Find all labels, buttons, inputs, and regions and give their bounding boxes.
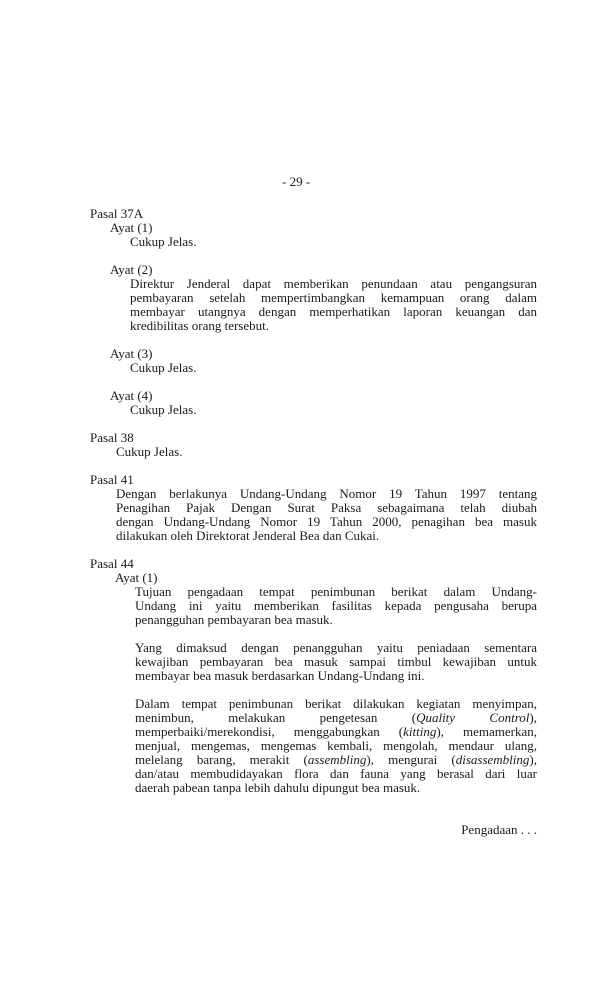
- text-line: [130, 319, 537, 333]
- text-segment: Dalam tempat penimbunan berikat dilakukan kegiatan menyimpan,: [135, 696, 537, 711]
- text-segment: melelang barang, merakit (: [135, 752, 308, 767]
- text-line: [116, 515, 537, 529]
- text-segment: Direktur Jenderal dapat memberikan penundaan atau pengangsuran: [130, 276, 537, 291]
- ayat-4-text: Cukup Jelas.: [130, 402, 197, 417]
- ayat-1-label: Ayat (1): [110, 220, 153, 235]
- text-line: [135, 697, 537, 711]
- pasal-44-paragraph-2: [135, 641, 537, 683]
- text-line: [116, 487, 537, 501]
- text-segment: Dengan berlakunya Undang-Undang Nomor 19 Tahun 1997 tentang: [116, 486, 537, 501]
- text-line: [135, 599, 537, 613]
- continuation-text: Pengadaan . . .: [461, 822, 537, 837]
- text-segment: ), mengurai (: [366, 752, 456, 767]
- text-segment: ),: [529, 752, 537, 767]
- page-number: - 29 -: [282, 174, 311, 189]
- pasal-37a-title: Pasal 37A: [90, 206, 144, 221]
- text-segment: Undang ini yaitu memberikan fasilitas kepada pengusaha berupa: [135, 598, 537, 613]
- text-line: [135, 725, 537, 739]
- text-segment: menjual, mengemas, mengemas kembali, mengolah, mendaur ulang,: [135, 738, 537, 753]
- text-line: [135, 641, 537, 655]
- ayat-2-paragraph: [130, 277, 537, 333]
- text-line: [130, 291, 537, 305]
- text-line: [116, 501, 537, 515]
- text-segment: penangguhan pembayaran bea masuk.: [135, 612, 333, 627]
- ayat-3-text: Cukup Jelas.: [130, 360, 197, 375]
- pasal-44-paragraph-3: [135, 697, 537, 795]
- ayat-4-label: Ayat (4): [110, 388, 153, 403]
- text-segment: pembayaran setelah mempertimbangkan kemampuan orang dalam: [130, 290, 537, 305]
- text-segment: kewajiban pembayaran bea masuk sampai timbul kewajiban untuk: [135, 654, 537, 669]
- text-segment: ),: [529, 710, 537, 725]
- text-line: [116, 529, 537, 543]
- pasal-38-text: Cukup Jelas.: [116, 444, 183, 459]
- pasal-41-paragraph: [116, 487, 537, 543]
- text-line: [135, 781, 537, 795]
- pasal-44-title: Pasal 44: [90, 556, 134, 571]
- text-line: [135, 585, 537, 599]
- text-segment: membayar bea masuk berdasarkan Undang-Undang ini.: [135, 668, 425, 683]
- text-segment: dengan Undang-Undang Nomor 19 Tahun 2000, penagihan bea masuk: [116, 514, 537, 529]
- text-segment: daerah pabean tanpa lebih dahulu dipungut bea masuk.: [135, 780, 421, 795]
- text-segment: kredibilitas orang tersebut.: [130, 318, 269, 333]
- italic-term: Quality Control: [416, 710, 530, 725]
- ayat-3-label: Ayat (3): [110, 346, 153, 361]
- text-line: [130, 277, 537, 291]
- pasal-38-title: Pasal 38: [90, 430, 134, 445]
- text-segment: Tujuan pengadaan tempat penimbunan berikat dalam Undang-: [135, 584, 537, 599]
- text-segment: Yang dimaksud dengan penangguhan yaitu peniadaan sementara: [135, 640, 537, 655]
- text-segment: membayar utangnya dengan memperhatikan laporan keuangan dan: [130, 304, 537, 319]
- text-line: [135, 613, 537, 627]
- text-line: [135, 753, 537, 767]
- text-segment: dan/atau membudidayakan flora dan fauna yang berasal dari luar: [135, 766, 537, 781]
- italic-term: assembling: [307, 752, 367, 767]
- italic-term: disassembling: [455, 752, 530, 767]
- text-segment: Penagihan Pajak Dengan Surat Paksa sebagaimana telah diubah: [116, 500, 537, 515]
- text-line: [135, 767, 537, 781]
- pasal-41-title: Pasal 41: [90, 472, 134, 487]
- ayat-1-text: Cukup Jelas.: [130, 234, 197, 249]
- text-segment: dilakukan oleh Direktorat Jenderal Bea dan Cukai.: [116, 528, 380, 543]
- text-segment: menimbun, melakukan pengetesan (: [135, 710, 417, 725]
- text-segment: memperbaiki/merekondisi, menggabungkan (: [135, 724, 404, 739]
- ayat-2-label: Ayat (2): [110, 262, 153, 277]
- text-segment: ), memamerkan,: [436, 724, 537, 739]
- pasal-44-ayat-1-label: Ayat (1): [115, 570, 158, 585]
- text-line: [130, 305, 537, 319]
- text-line: [135, 669, 537, 683]
- text-line: [135, 711, 537, 725]
- text-line: [135, 655, 537, 669]
- text-line: [135, 739, 537, 753]
- italic-term: kitting: [403, 724, 437, 739]
- pasal-44-paragraph-1: [135, 585, 537, 627]
